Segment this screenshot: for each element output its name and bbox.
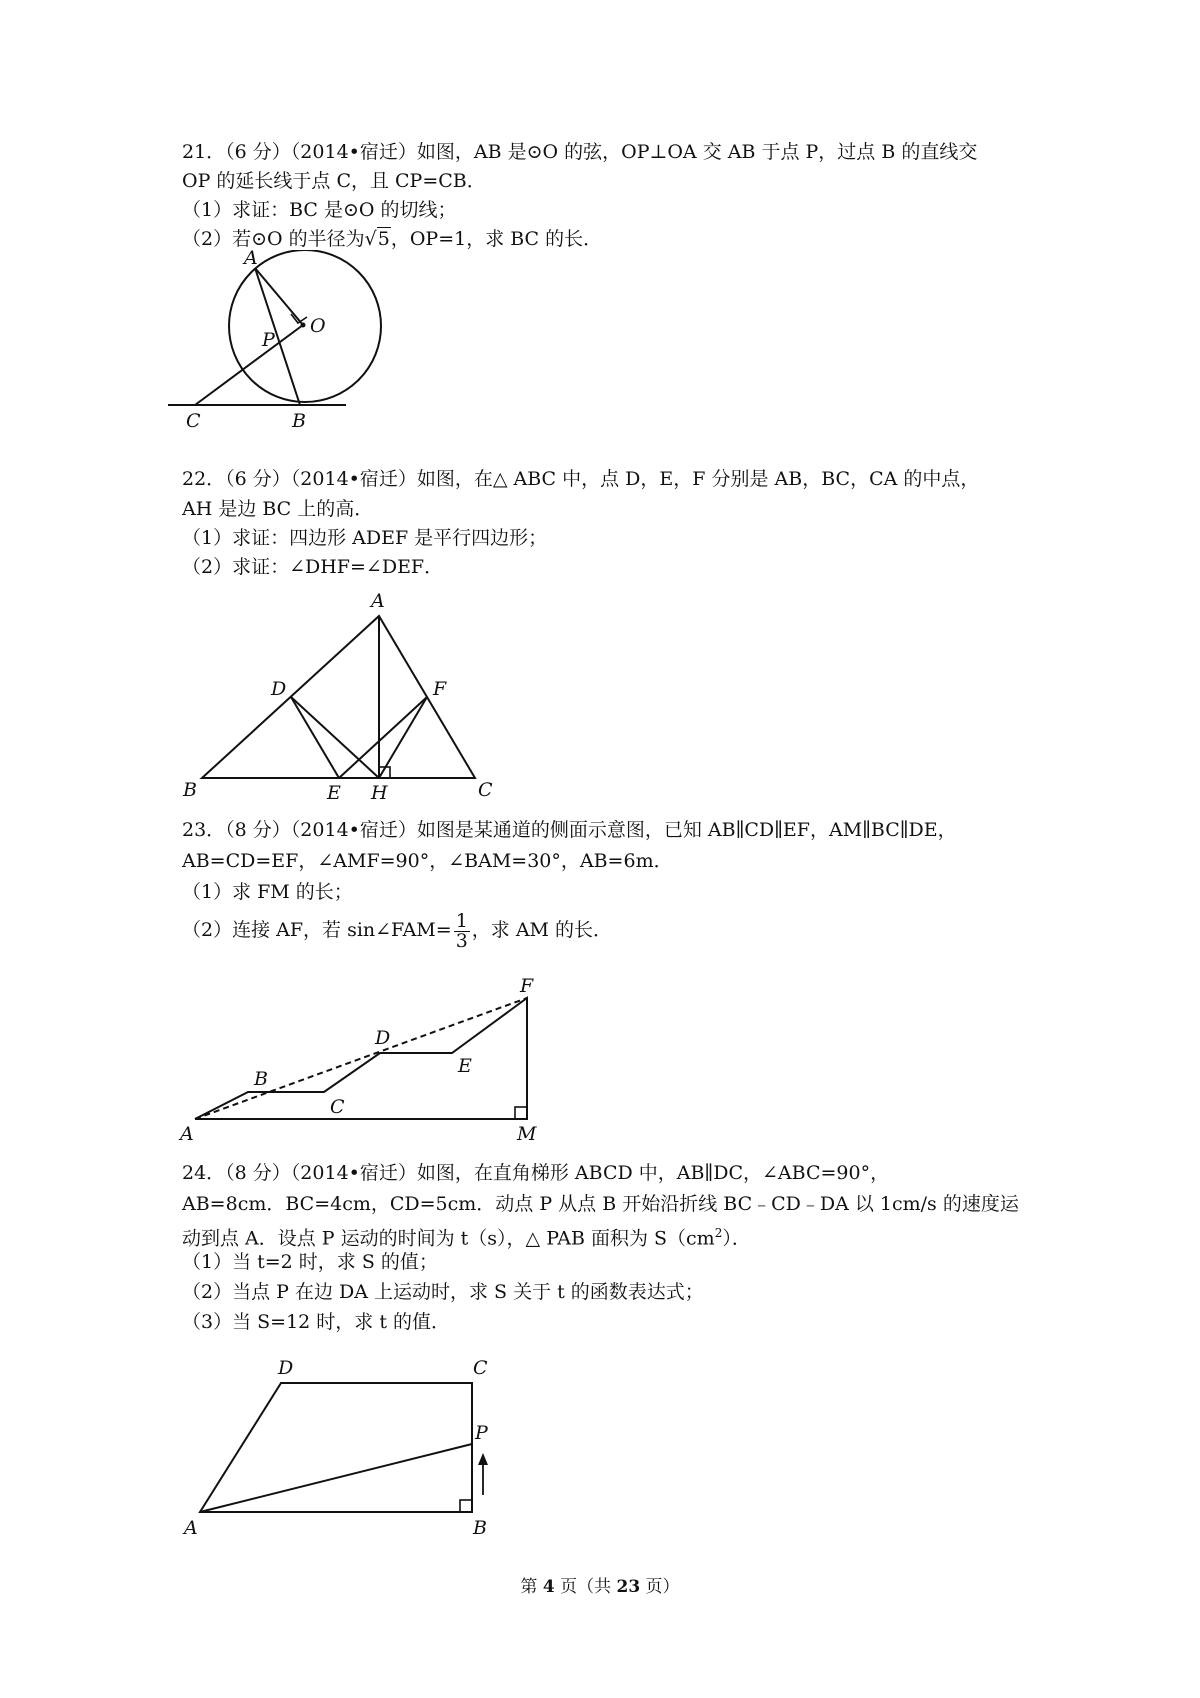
- segment-ef: [339, 697, 427, 778]
- label-f: F: [520, 975, 534, 997]
- q23-figure: [170, 970, 550, 1145]
- sqrt-symbol: √: [364, 228, 377, 250]
- right-angle-mark: [515, 1107, 527, 1119]
- fraction-denominator: 3: [455, 929, 468, 952]
- fraction: [454, 909, 470, 952]
- q21-sqrt-value: 5: [377, 228, 390, 250]
- footer-post: 页）: [640, 1577, 680, 1597]
- center-dot: [301, 323, 306, 328]
- label-c: C: [478, 779, 493, 801]
- q22-line4: （2）求证：∠DHF=∠DEF．: [182, 556, 444, 578]
- q22-figure: [175, 588, 505, 803]
- segment-ao: [255, 268, 303, 325]
- q24-line5: （2）当点 P 在边 DA 上运动时，求 S 关于 t 的函数表达式；: [182, 1281, 704, 1303]
- q21-line4: [182, 227, 602, 251]
- fraction-numerator: 1: [455, 909, 468, 932]
- label-p: P: [262, 329, 275, 351]
- q23-line3: （1）求 FM 的长；: [182, 881, 353, 903]
- label-a: A: [244, 250, 258, 269]
- q23-line2: AB=CD=EF，∠AMF=90°，∠BAM=30°，AB=6m．: [182, 850, 673, 872]
- q22-line3: （1）求证：四边形 ADEF 是平行四边形；: [182, 527, 548, 549]
- trapezoid-abcd: [200, 1383, 472, 1512]
- q24-line2: AB=8cm．BC=4cm，CD=5cm．动点 P 从点 B 开始沿折线 BC﹣CD﹣DA 以 1cm/s 的速度运: [182, 1193, 1019, 1215]
- page-number: 4: [542, 1577, 555, 1597]
- q24-figure: [170, 1340, 500, 1545]
- dashed-af: [195, 998, 527, 1119]
- q21-line2: OP 的延长线于点 C，且 CP=CB．: [182, 170, 486, 192]
- label-b: B: [292, 410, 306, 432]
- label-h: H: [371, 782, 388, 803]
- q22-line1: 22．（6 分）（2014•宿迁）如图，在△ ABC 中，点 D，E，F 分别是 AB，BC，CA 的中点，: [182, 468, 980, 490]
- q24-line3-post: ）．: [722, 1227, 751, 1250]
- label-d: D: [278, 1357, 294, 1379]
- label-f: F: [433, 678, 447, 700]
- label-o: O: [310, 315, 326, 337]
- page-footer: [0, 1572, 1200, 1597]
- q21-line3: （1）求证：BC 是⊙O 的切线；: [182, 199, 457, 221]
- label-m: M: [517, 1123, 537, 1145]
- segment-ap: [200, 1444, 472, 1512]
- superscript: 2: [714, 1226, 723, 1240]
- q24-line1: 24．（8 分）（2014•宿迁）如图，在直角梯形 ABCD 中，AB∥DC，∠ABC=90°，: [182, 1162, 890, 1184]
- label-d: D: [271, 678, 287, 700]
- q21-figure: [160, 250, 400, 435]
- label-b: B: [183, 779, 197, 801]
- label-c: C: [473, 1357, 488, 1379]
- q23-line1: 23．（8 分）（2014•宿迁）如图是某通道的侧面示意图，已知 AB∥CD∥EF，AM∥BC∥DE，: [182, 819, 957, 841]
- label-a: A: [371, 590, 385, 612]
- q21-line1: 21．（6 分）（2014•宿迁）如图，AB 是⊙O 的弦，OP⊥OA 交 AB 于点 P，过点 B 的直线交: [182, 141, 978, 163]
- label-p: P: [475, 1422, 488, 1444]
- segment-hf: [379, 697, 427, 778]
- footer-mid: 页（共: [554, 1577, 617, 1597]
- label-d: D: [375, 1027, 391, 1049]
- label-c: C: [186, 410, 201, 432]
- page-total: 23: [616, 1577, 641, 1597]
- arrow-up-icon: [478, 1453, 488, 1465]
- label-e: E: [327, 782, 341, 803]
- segment-de: [291, 697, 339, 778]
- label-b: B: [254, 1068, 268, 1090]
- label-a: A: [180, 1123, 194, 1145]
- segment-dh: [291, 697, 379, 778]
- q24-line3: [182, 1221, 751, 1250]
- q24-line6: （3）当 S=12 时，求 t 的值．: [182, 1311, 450, 1333]
- q22-line2: AH 是边 BC 上的高．: [182, 498, 374, 520]
- q24-line4: （1）当 t=2 时，求 S 的值；: [182, 1251, 438, 1273]
- q21-line4-post: ，OP=1，求 BC 的长．: [390, 228, 603, 250]
- q21-line4-pre: （2）若⊙O 的半径为: [182, 228, 365, 250]
- label-e: E: [458, 1055, 472, 1077]
- label-c: C: [330, 1096, 345, 1118]
- right-angle-mark: [291, 314, 307, 323]
- q23-line4: [182, 908, 612, 952]
- q23-line4-pre: （2）连接 AF，若 sin∠FAM=: [182, 919, 452, 941]
- footer-pre: 第: [520, 1577, 543, 1597]
- label-b: B: [473, 1517, 487, 1539]
- right-angle-mark: [460, 1500, 472, 1512]
- q24-line3-pre: 动到点 A．设点 P 运动的时间为 t（s），△ PAB 面积为 S（cm: [182, 1227, 715, 1250]
- label-a: A: [184, 1517, 198, 1539]
- q23-line4-post: ，求 AM 的长．: [471, 919, 613, 941]
